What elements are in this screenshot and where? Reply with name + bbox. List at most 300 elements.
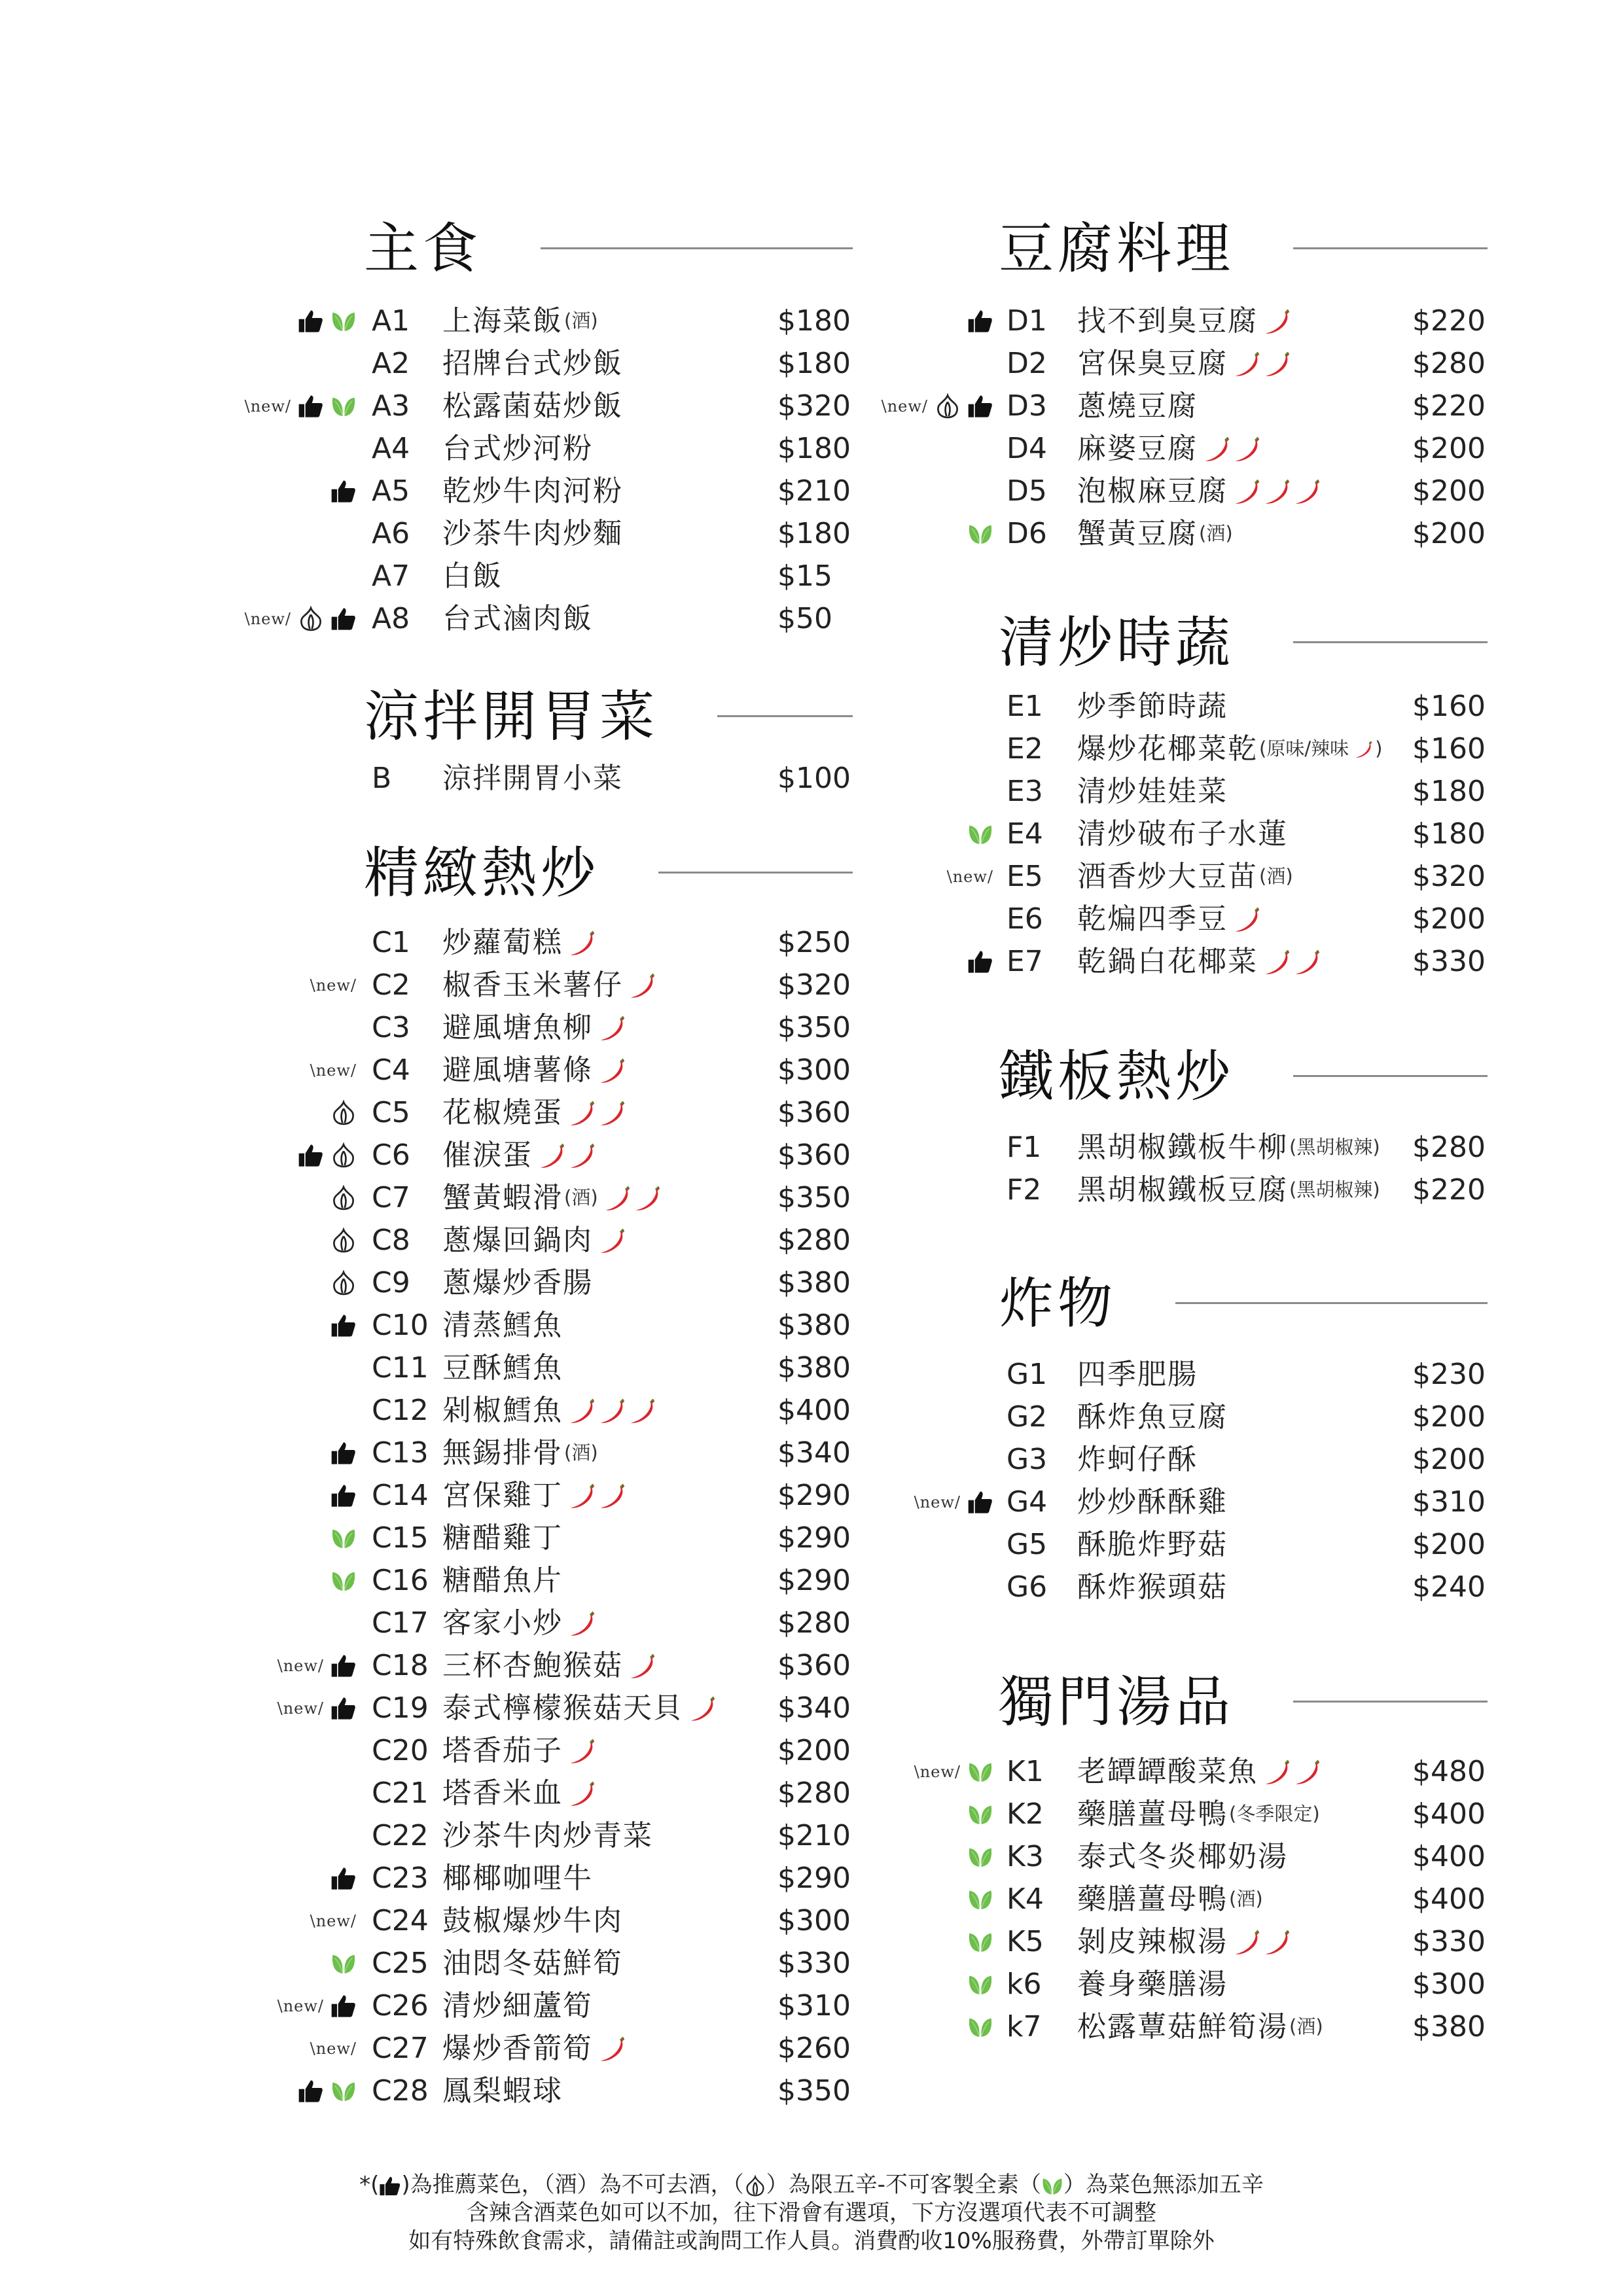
item-name-group — [1077, 1750, 1322, 1793]
spice-level — [688, 1694, 717, 1723]
item-code: C10 — [372, 1309, 429, 1342]
item-code: E2 — [1007, 732, 1043, 766]
item-name: 沙茶牛肉炒青菜 — [442, 1819, 653, 1852]
section-title: 涼拌開胃菜 — [364, 684, 659, 749]
legend-text: ）為限五辛-不可客製全素（ — [766, 2172, 1041, 2198]
garlic-icon — [330, 1270, 357, 1296]
section-title: 清炒時蔬 — [999, 610, 1235, 675]
item-code: A8 — [372, 602, 410, 635]
menu-item[interactable] — [0, 685, 1492, 728]
note-line-2: 含辣含酒菜色如可以不加，往下滑會有選項，下方沒選項代表不可調整 — [467, 2200, 1156, 2226]
section-heading-fried — [999, 1263, 1488, 1335]
item-price: $350 — [777, 1011, 851, 1044]
chili-icon — [628, 1651, 657, 1680]
item-name-group — [1077, 685, 1228, 728]
item-code: F2 — [1007, 1173, 1042, 1207]
item-name: 避風塘魚柳 — [442, 1011, 593, 1044]
item-price: $180 — [777, 347, 851, 380]
item-price: $320 — [777, 968, 851, 1002]
item-price: $220 — [1412, 304, 1486, 338]
new-badge: \new/ — [244, 609, 291, 628]
item-price: $180 — [777, 432, 851, 465]
item-name-group — [1077, 512, 1233, 555]
divider — [1175, 1302, 1488, 1304]
item-price: $250 — [777, 926, 851, 959]
item-price: $310 — [1412, 1485, 1486, 1519]
new-badge: \new/ — [881, 397, 928, 415]
note-line-3: 如有特殊飲食需求，請備註或詢問工作人員。消費酌收10%服務費，外帶訂單除外 — [408, 2228, 1215, 2254]
menu-list-fried — [0, 1353, 1492, 1608]
menu-item[interactable] — [0, 940, 1492, 983]
item-price: $200 — [1412, 474, 1486, 508]
item-code: A4 — [372, 432, 410, 465]
item-code: K3 — [1007, 1840, 1044, 1873]
item-price: $300 — [777, 1053, 851, 1087]
spice-level — [1263, 307, 1292, 336]
item-price: $310 — [777, 1989, 851, 2022]
item-code: C8 — [372, 1224, 410, 1257]
menu-item[interactable] — [0, 597, 857, 640]
item-price: $300 — [777, 1904, 851, 1937]
menu-item[interactable] — [0, 1049, 857, 1091]
item-code: C12 — [372, 1394, 429, 1427]
item-price: $180 — [777, 304, 851, 338]
item-price: $400 — [777, 1394, 851, 1427]
item-name: 宮保臭豆腐 — [1077, 347, 1228, 380]
item-code: F1 — [1007, 1131, 1042, 1164]
item-markers — [310, 1049, 357, 1091]
item-markers — [298, 2070, 357, 2112]
item-code: C7 — [372, 1181, 410, 1214]
spice-level — [628, 1651, 657, 1680]
garlic-icon — [744, 2175, 766, 2197]
menu-item[interactable] — [0, 2070, 857, 2112]
menu-item[interactable] — [0, 555, 857, 597]
item-name: 涼拌開胃小菜 — [442, 762, 623, 795]
item-price: $50 — [777, 602, 832, 635]
menu-list-soup — [0, 1750, 1492, 2048]
item-price: $230 — [1412, 1358, 1486, 1391]
item-price: $400 — [1412, 1882, 1486, 1916]
item-name-group — [1077, 1963, 1228, 2005]
item-code: B — [372, 762, 392, 795]
item-name-group — [1077, 1396, 1228, 1438]
item-name: 爆炒香箭筍 — [442, 2032, 593, 2065]
item-price: $290 — [777, 1862, 851, 1895]
item-price: $280 — [1412, 1131, 1486, 1164]
item-price: $320 — [777, 389, 851, 423]
leaf-icon — [967, 1844, 993, 1870]
item-code: K1 — [1007, 1755, 1044, 1788]
item-name-group — [1077, 1523, 1228, 1566]
item-name: 油悶冬菇鮮筍 — [442, 1947, 623, 1980]
item-code: C14 — [372, 1479, 429, 1512]
item-name: 清炒細蘆筍 — [442, 1989, 593, 2022]
section-heading-soup — [999, 1661, 1488, 1733]
item-name: 沙茶牛肉炒麵 — [442, 517, 623, 550]
thumbs-up-icon — [330, 1653, 357, 1679]
item-code: D2 — [1007, 347, 1047, 380]
menu-item[interactable] — [0, 898, 1492, 940]
menu-item[interactable] — [0, 342, 1492, 385]
item-price: $400 — [1412, 1840, 1486, 1873]
item-name: 椒香玉米薯仔 — [442, 968, 623, 1002]
thumbs-up-icon — [330, 606, 357, 632]
item-code: C25 — [372, 1947, 429, 1980]
item-name: 塔香米血 — [442, 1776, 563, 1810]
menu-item[interactable] — [0, 1169, 1492, 1211]
item-name: 豆酥鱈魚 — [442, 1351, 563, 1385]
menu-item[interactable] — [0, 1219, 857, 1262]
menu-item[interactable] — [0, 1481, 1492, 1523]
item-name: 剁椒鱈魚 — [442, 1394, 563, 1427]
item-name-group — [1077, 813, 1288, 855]
spice-level — [568, 1609, 597, 1638]
section-title: 主食 — [364, 216, 482, 281]
thumbs-up-icon — [967, 308, 993, 334]
item-name: 白飯 — [442, 559, 503, 593]
spice-level — [1263, 1757, 1322, 1786]
leaf-icon — [1041, 2175, 1063, 2197]
item-name: 花椒燒蛋 — [442, 1096, 563, 1129]
item-code: D4 — [1007, 432, 1047, 465]
item-markers — [967, 512, 993, 555]
item-code: K2 — [1007, 1797, 1044, 1831]
item-name-group — [1077, 728, 1382, 770]
item-code: A2 — [372, 347, 410, 380]
menu-item[interactable] — [0, 855, 1492, 898]
item-price: $200 — [1412, 902, 1486, 936]
item-name-group — [1077, 1920, 1292, 1963]
item-name-group — [442, 2070, 563, 2112]
item-name: 上海菜飯 — [442, 304, 563, 338]
menu-item[interactable] — [0, 1262, 857, 1304]
item-price: $15 — [777, 559, 832, 593]
item-name-group — [1077, 1481, 1228, 1523]
item-price: $350 — [777, 1181, 851, 1214]
item-markers — [967, 1878, 993, 1920]
item-name: 台式炒河粉 — [442, 432, 593, 465]
item-code: C4 — [372, 1053, 410, 1087]
item-markers — [330, 1219, 357, 1262]
item-name-group — [1077, 342, 1292, 385]
item-price: $380 — [777, 1351, 851, 1385]
item-code: G1 — [1007, 1358, 1048, 1391]
item-name: 藥膳薑母鴨 — [1077, 1882, 1228, 1916]
item-price: $380 — [1412, 2010, 1486, 2043]
menu-item[interactable] — [0, 1793, 1492, 1835]
item-markers — [277, 1644, 357, 1687]
new-badge: \new/ — [244, 397, 291, 415]
menu-item[interactable] — [0, 1687, 857, 1729]
chili-icon — [1233, 1928, 1262, 1956]
item-code: K5 — [1007, 1925, 1044, 1958]
item-name: 三杯杏鮑猴菇 — [442, 1649, 623, 1682]
chili-icon — [1233, 434, 1262, 463]
item-price: $180 — [1412, 775, 1486, 808]
item-name: 炒蘿蔔糕 — [442, 926, 563, 959]
item-note: (酒) — [1199, 522, 1233, 544]
new-badge: \new/ — [310, 976, 357, 995]
garlic-icon — [935, 393, 961, 419]
item-name: 泡椒麻豆腐 — [1077, 474, 1228, 508]
item-name-group — [442, 555, 503, 597]
thumbs-up-icon — [330, 1695, 357, 1722]
menu-item[interactable] — [0, 1920, 1492, 1963]
leaf-icon — [967, 821, 993, 847]
chili-icon — [1354, 739, 1374, 759]
new-badge: \new/ — [310, 2039, 357, 2058]
item-name: 乾煸四季豆 — [1077, 902, 1228, 936]
item-note: (酒) — [564, 309, 598, 332]
item-code: D5 — [1007, 474, 1047, 508]
item-name: 催淚蛋 — [442, 1139, 533, 1172]
spice-level — [1233, 349, 1292, 378]
item-name: 乾鍋白花椰菜 — [1077, 945, 1258, 978]
item-name-group — [1077, 300, 1292, 342]
item-code: E4 — [1007, 817, 1043, 851]
item-price: $240 — [1412, 1570, 1486, 1604]
item-code: k7 — [1007, 2010, 1042, 2043]
menu-item[interactable] — [0, 1438, 1492, 1481]
item-name: 清蒸鱈魚 — [442, 1309, 563, 1342]
item-code: D6 — [1007, 517, 1047, 550]
item-code: C23 — [372, 1862, 429, 1895]
item-name: 蟹黃蝦滑 — [442, 1181, 563, 1214]
item-code: E7 — [1007, 945, 1043, 978]
item-code: K4 — [1007, 1882, 1044, 1916]
item-markers — [967, 1963, 993, 2005]
item-code: C2 — [372, 968, 410, 1002]
item-price: $480 — [1412, 1755, 1486, 1788]
menu-item[interactable] — [0, 470, 1492, 512]
item-code: k6 — [1007, 1968, 1042, 2001]
leaf-icon — [967, 1971, 993, 1998]
menu-item[interactable] — [0, 728, 1492, 770]
item-name: 蔥爆炒香腸 — [442, 1266, 593, 1299]
item-name: 炸蚵仔酥 — [1077, 1443, 1198, 1476]
item-price: $260 — [777, 2032, 851, 2065]
item-code: C9 — [372, 1266, 410, 1299]
garlic-icon — [330, 1227, 357, 1254]
divider — [1293, 1075, 1488, 1077]
item-code: C19 — [372, 1691, 429, 1725]
item-price: $200 — [1412, 1528, 1486, 1561]
thumbs-up-icon — [379, 2175, 401, 2197]
item-code: C5 — [372, 1096, 410, 1129]
item-note: (黑胡椒辣) — [1289, 1136, 1380, 1158]
item-code: C3 — [372, 1011, 410, 1044]
item-code: D3 — [1007, 389, 1047, 423]
item-markers — [967, 940, 993, 983]
item-code: D1 — [1007, 304, 1047, 338]
item-name-group — [1077, 1793, 1320, 1835]
item-name: 剝皮辣椒湯 — [1077, 1925, 1228, 1958]
item-markers — [914, 1481, 993, 1523]
item-price: $200 — [1412, 517, 1486, 550]
menu-item[interactable] — [0, 1304, 857, 1347]
item-price: $200 — [777, 1734, 851, 1767]
item-price: $360 — [777, 1649, 851, 1682]
chili-icon — [1263, 349, 1292, 378]
item-name-group — [442, 1219, 627, 1262]
divider — [1293, 641, 1488, 643]
item-price: $220 — [1412, 1173, 1486, 1207]
item-name: 黑胡椒鐵板牛柳 — [1077, 1131, 1288, 1164]
item-note: (冬季限定) — [1229, 1803, 1320, 1825]
spice-level — [598, 1014, 627, 1042]
spice-level — [1233, 477, 1322, 506]
menu-item[interactable] — [0, 1835, 1492, 1878]
menu-item[interactable] — [0, 813, 1492, 855]
menu-item[interactable] — [0, 1644, 857, 1687]
item-code: G6 — [1007, 1570, 1048, 1604]
item-name-group — [1077, 1566, 1228, 1608]
section-title: 炸物 — [999, 1271, 1117, 1335]
item-price: $280 — [777, 1224, 851, 1257]
item-note: (酒) — [564, 1186, 598, 1209]
item-code: C15 — [372, 1521, 429, 1555]
item-name-group — [1077, 385, 1198, 427]
menu-item[interactable] — [0, 1878, 1492, 1920]
item-name: 麻婆豆腐 — [1077, 432, 1198, 465]
item-name: 台式滷肉飯 — [442, 602, 593, 635]
menu-item[interactable] — [0, 427, 1492, 470]
item-markers — [967, 2005, 993, 2048]
section-heading-tofu — [999, 208, 1488, 280]
item-name: 蔥爆回鍋肉 — [442, 1224, 593, 1257]
spice-level — [1203, 434, 1262, 463]
chili-icon — [1293, 477, 1322, 506]
item-code: C1 — [372, 926, 410, 959]
item-price: $160 — [1412, 732, 1486, 766]
item-name: 四季肥腸 — [1077, 1358, 1198, 1391]
menu-item[interactable] — [0, 300, 1492, 342]
new-badge: \new/ — [914, 1492, 961, 1511]
item-name-group — [1077, 1835, 1288, 1878]
section-heading-veg — [999, 602, 1488, 674]
item-name-group — [442, 1262, 593, 1304]
item-name: 泰式冬炎椰奶湯 — [1077, 1840, 1288, 1873]
menu-item[interactable] — [0, 1523, 1492, 1566]
menu-list-iron — [0, 1126, 1492, 1211]
item-price: $280 — [1412, 347, 1486, 380]
item-price: $340 — [777, 1691, 851, 1725]
item-code: E3 — [1007, 775, 1043, 808]
item-name-group — [1077, 470, 1322, 512]
menu-item[interactable] — [0, 1006, 857, 1049]
spice-level — [568, 1099, 627, 1127]
menu-item[interactable] — [0, 385, 1492, 427]
item-name-group — [1077, 855, 1293, 898]
leaf-icon — [967, 1801, 993, 1828]
leaf-icon — [967, 1886, 993, 1913]
chili-icon — [598, 1226, 627, 1255]
chili-icon — [598, 1056, 627, 1085]
item-name: 乾炒牛肉河粉 — [442, 474, 623, 508]
item-markers — [330, 1304, 357, 1347]
item-price: $200 — [1412, 1400, 1486, 1434]
item-code: A3 — [372, 389, 410, 423]
spice-level — [1233, 905, 1262, 934]
chili-icon — [1293, 1757, 1322, 1786]
legend-text: *( — [359, 2172, 380, 2198]
new-badge: \new/ — [277, 1996, 324, 2015]
thumbs-up-icon — [967, 949, 993, 975]
menu-item[interactable] — [0, 1566, 1492, 1608]
menu-item[interactable] — [0, 2005, 1492, 2048]
menu-item[interactable] — [0, 1396, 1492, 1438]
item-code: C13 — [372, 1436, 429, 1470]
item-code: E1 — [1007, 690, 1043, 723]
leaf-icon — [330, 2078, 357, 2104]
item-name-group — [1077, 1169, 1380, 1211]
item-price: $200 — [1412, 1443, 1486, 1476]
item-price: $320 — [1412, 860, 1486, 893]
item-name: 蔥燒豆腐 — [1077, 389, 1198, 423]
menu-item[interactable] — [0, 770, 1492, 813]
menu-item[interactable] — [0, 1126, 1492, 1169]
item-name: 無錫排骨 — [442, 1436, 563, 1470]
menu-item[interactable] — [0, 1963, 1492, 2005]
spice-level — [1233, 1928, 1292, 1956]
item-name-group — [1077, 1878, 1263, 1920]
item-name: 酥炸猴頭菇 — [1077, 1570, 1228, 1604]
item-price: $280 — [777, 1776, 851, 1810]
menu-item[interactable] — [0, 1750, 1492, 1793]
item-code: E6 — [1007, 902, 1043, 936]
item-code: A6 — [372, 517, 410, 550]
item-price: $100 — [777, 762, 851, 795]
item-price: $180 — [777, 517, 851, 550]
section-title: 獨門湯品 — [999, 1669, 1235, 1734]
chili-icon — [1233, 905, 1262, 934]
item-name: 松露蕈菇鮮筍湯 — [1077, 2010, 1288, 2043]
item-note: (原味/辣味 — [1259, 737, 1349, 760]
menu-item[interactable] — [0, 1353, 1492, 1396]
chili-icon — [1233, 349, 1262, 378]
spice-level — [598, 1226, 627, 1255]
item-name: 客家小炒 — [442, 1606, 563, 1640]
item-note: (黑胡椒辣) — [1289, 1178, 1380, 1201]
thumbs-up-icon — [298, 2078, 324, 2104]
thumbs-up-icon — [967, 393, 993, 419]
item-markers — [967, 1835, 993, 1878]
spice-level — [1354, 739, 1374, 759]
item-name-group — [1077, 427, 1262, 470]
item-code: C24 — [372, 1904, 429, 1937]
chili-icon — [1233, 477, 1262, 506]
item-code: G3 — [1007, 1443, 1048, 1476]
new-badge: \new/ — [277, 1656, 324, 1675]
chili-icon — [688, 1694, 717, 1723]
thumbs-up-icon — [330, 1313, 357, 1339]
item-name: 塔香茄子 — [442, 1734, 563, 1767]
item-name-group — [1077, 940, 1322, 983]
item-code: C18 — [372, 1649, 429, 1682]
item-price: $290 — [777, 1521, 851, 1555]
item-name: 爆炒花椰菜乾 — [1077, 732, 1258, 766]
item-name: 藥膳薑母鴨 — [1077, 1797, 1228, 1831]
item-name: 蟹黃豆腐 — [1077, 517, 1198, 550]
item-markers — [967, 813, 993, 855]
item-name: 找不到臭豆腐 — [1077, 304, 1258, 338]
chili-icon — [1263, 477, 1292, 506]
chili-icon — [1293, 947, 1322, 976]
item-code: G5 — [1007, 1528, 1048, 1561]
chili-icon — [598, 1014, 627, 1042]
menu-item[interactable] — [0, 512, 1492, 555]
